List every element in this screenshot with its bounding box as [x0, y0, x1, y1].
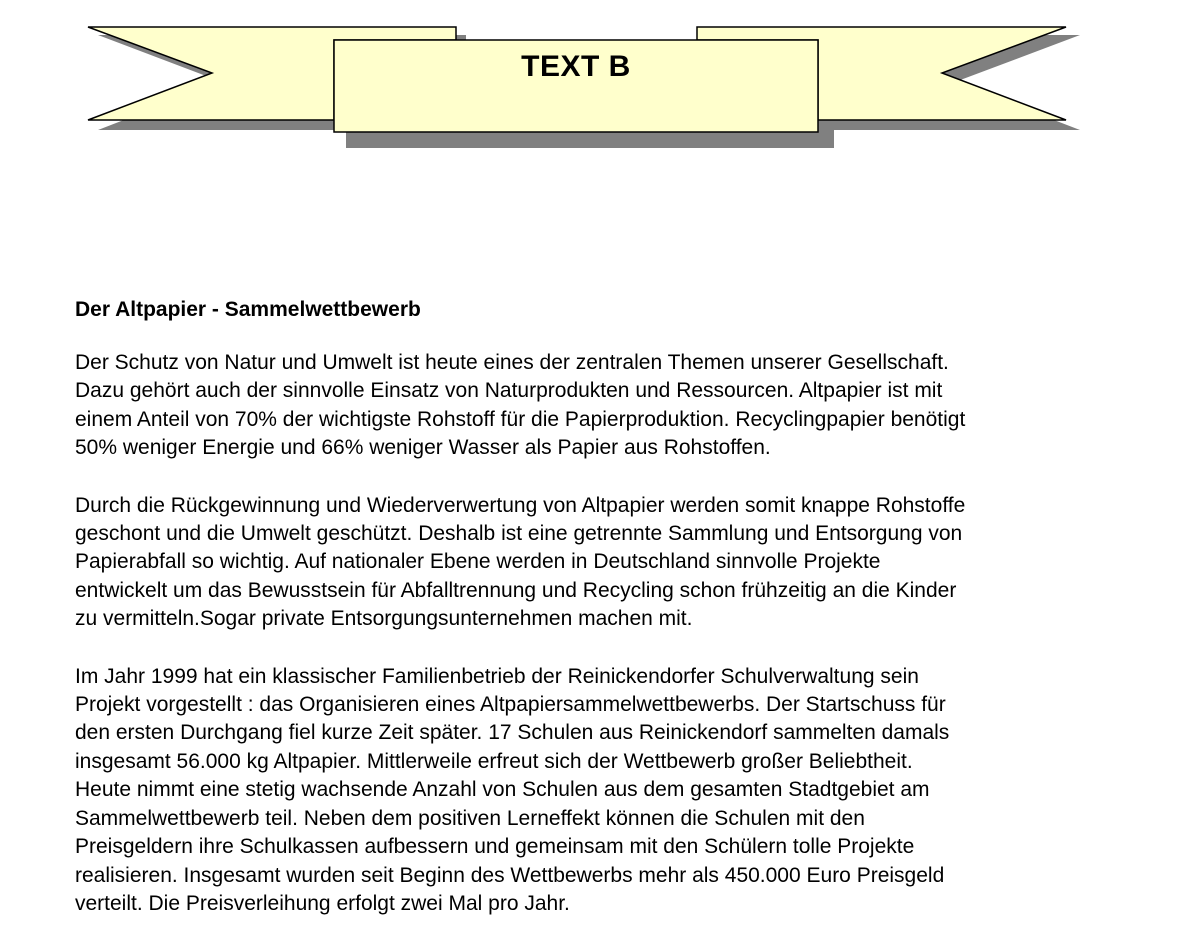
document-heading: Der Altpapier - Sammelwettbewerb	[75, 298, 421, 321]
banner-title: TEXT B	[521, 50, 631, 83]
document-body	[75, 295, 1165, 947]
title-banner	[0, 0, 1200, 160]
paragraph: Im Jahr 1999 hat ein klassischer Familienbetrieb der Reinickendorfer Schulverwaltung sein Projekt vorgestellt : das Organisieren eines Altpapiersammelwettbewerbs. Der Startschuss für den ersten Durchgang fiel kurze Zeit später. 17 Schulen aus Reinickendorf sammelten damals insgesamt 56.000 kg Altpapier. Mittlerweile erfreut sich der Wettbewerb großer Beliebtheit. Heute nimmt eine stetig wachsende Anzahl von Schulen aus dem gesamten Stadtgebiet am Sammelwettbewerb teil. Neben dem positiven Lerneffekt können die Schulen mit den Preisgeldern ihre Schulkassen aufbessern und gemeinsam mit den Schülern tolle Projekte realisieren. Insgesamt wurden seit Beginn des Wettbewerbs mehr als 450.000 Euro Preisgeld verteilt. Die Preisverleihung erfolgt zwei Mal pro Jahr.	[75, 664, 950, 915]
paragraph: Der Schutz von Natur und Umwelt ist heute eines der zentralen Themen unserer Gesellschaft. Dazu gehört auch der sinnvolle Einsatz von Naturprodukten und Ressourcen. Altpapier ist mit einem Anteil von 70% der wichtigste Rohstoff für die Papierproduktion. Recyclingpapier benötigt 50% weniger Energie und 66% weniger Wasser als Papier aus Rohstoffen.	[75, 351, 966, 460]
paragraph: Durch die Rückgewinnung und Wiederverwertung von Altpapier werden somit knappe Rohstoffe geschont und die Umwelt geschützt. Deshalb ist eine getrennte Sammlung und Entsorgung von Papierabfall so wichtig. Auf nationaler Ebene werden in Deutschland sinnvolle Projekte entwickelt um das Bewusstsein für Abfalltrennung und Recycling schon frühzeitig an die Kinder zu vermitteln.Sogar private Entsorgungsunternehmen machen mit.	[75, 493, 966, 631]
